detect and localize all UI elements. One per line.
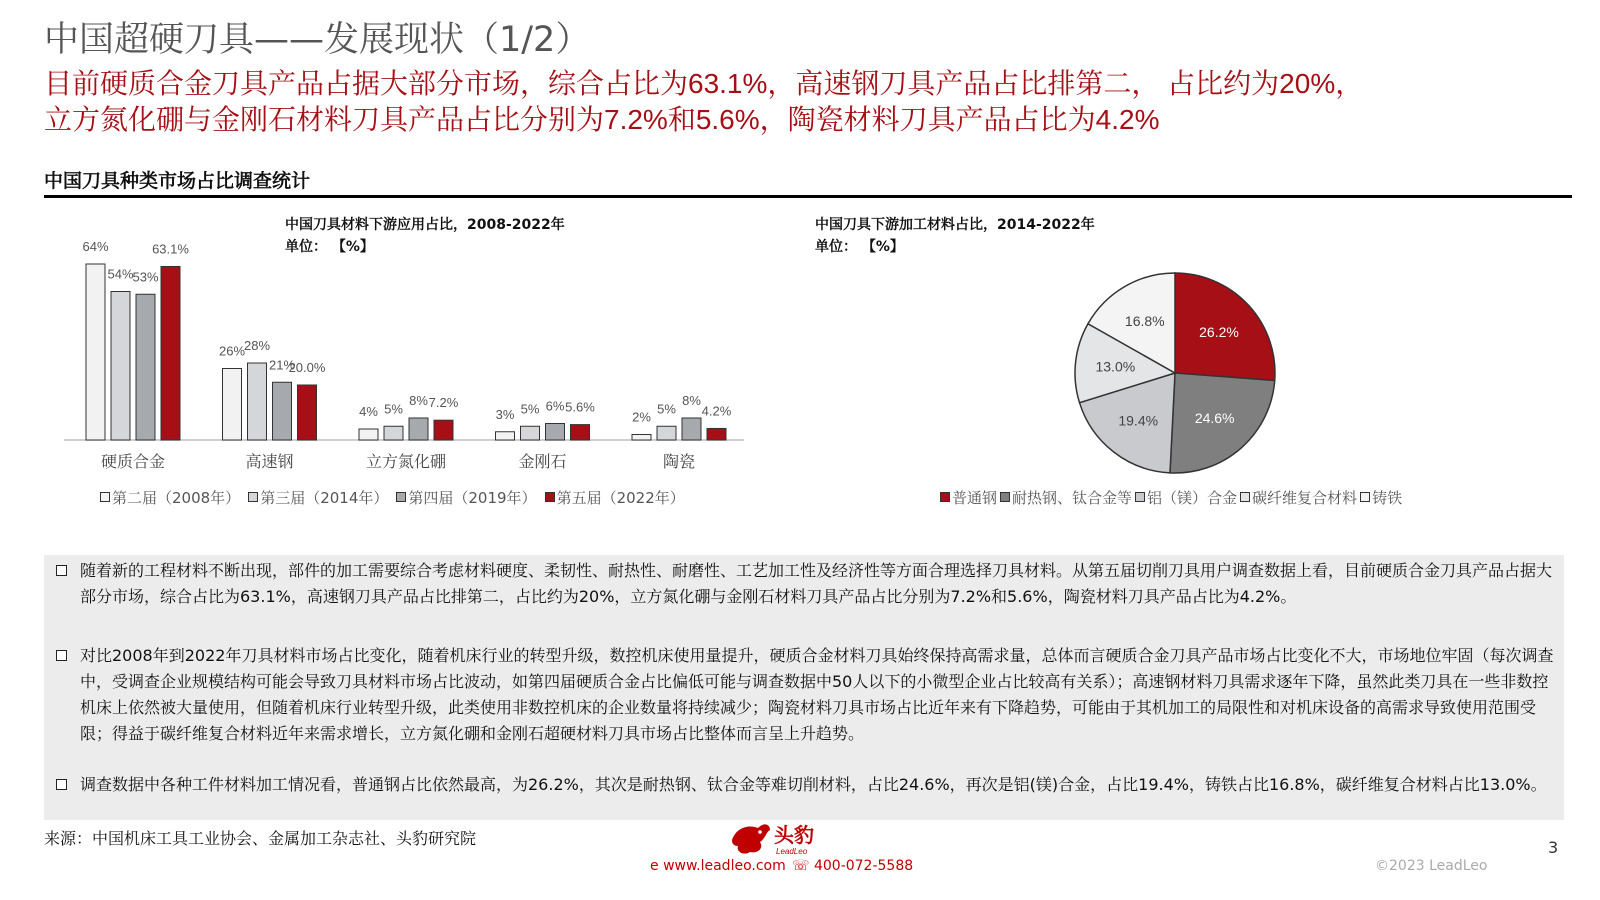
note-item	[56, 643, 1556, 747]
legend-item	[1360, 487, 1402, 508]
bar	[657, 426, 676, 440]
bar	[111, 292, 130, 441]
legend-swatch	[545, 492, 555, 502]
legend-item	[940, 487, 997, 508]
bar-value-label: 3%	[495, 406, 515, 422]
bar	[161, 266, 180, 440]
note-item	[56, 558, 1556, 610]
notes-box	[44, 555, 1564, 820]
legend-item	[100, 487, 240, 508]
bar-value-label: 54%	[107, 266, 134, 282]
pie-chart	[1070, 268, 1280, 478]
pie-value-label: 16.8%	[1124, 313, 1165, 330]
bar	[434, 420, 453, 440]
bar-value-label: 63.1%	[152, 241, 189, 257]
headline-line-2: 立方氮化硼与金刚石材料刀具产品占比分别为7.2%和5.6%，陶瓷材料刀具产品占比为4.2%	[44, 104, 1160, 135]
bar-chart-title: 中国刀具材料下游应用占比，2008-2022年	[285, 217, 565, 233]
legend-swatch	[1135, 492, 1145, 502]
legend-swatch	[396, 492, 406, 502]
bar-value-label: 7.2%	[428, 395, 459, 411]
bar	[409, 418, 428, 440]
bar	[384, 426, 403, 440]
note-text: 对比2008年到2022年刀具材料市场占比变化，随着机床行业的转型升级，数控机床使用量提升，硬质合金材料刀具始终保持高需求量，总体而言硬质合金刀具产品市场占比变化不大，市场地位牢固（每次调查中，受调查企业规模结构可能会导致刀具材料市场占比波动，如第四届硬质合金占比偏低可能与调查数据中50人以下的小微型企业占比较高有关系）；高速钢材料刀具需求逐年下降，虽然此类刀具在一些非数控机床上依然被大量使用，但随着机床行业转型升级，此类使用非数控机床的企业数量将持续减少；陶瓷材料刀具市场占比近年来有下降趋势，可能由于其机加工的局限性和对机床设备的高需求导致使用范围受限；得益于碳纤维复合材料近年来需求增长，立方氮化硼和金刚石超硬材料刀具市场占比整体而言呈上升趋势。	[80, 646, 1554, 743]
category-label: 高速钢	[245, 454, 294, 471]
legend-swatch	[248, 492, 258, 502]
note-text: 调查数据中各种工件材料加工情况看，普通钢占比依然最高，为26.2%，其次是耐热钢、钛合金等难切削材料，占比24.6%，再次是铝(镁)合金，占比19.4%，铸铁占比16.8%，碳纤维复合材料占比13.0%。	[80, 775, 1547, 794]
legend-item	[396, 487, 536, 508]
pie-chart-legend	[940, 487, 1405, 508]
phone-number: 400-072-5588	[813, 858, 914, 874]
website-link[interactable]: www.leadleo.com	[663, 858, 786, 874]
legend-swatch	[1000, 492, 1010, 502]
legend-label: 第五届（2022年）	[556, 489, 685, 507]
footer-phone	[792, 858, 913, 874]
phone-icon: ☏	[792, 858, 814, 874]
bar	[571, 425, 590, 440]
bar-value-label: 26%	[218, 343, 246, 359]
bar-value-label: 4.2%	[701, 403, 732, 419]
bar-value-label: 21%	[268, 357, 296, 373]
bar-value-label: 5%	[384, 401, 403, 417]
section-divider	[44, 195, 1572, 198]
bar	[521, 426, 540, 440]
checkbox-bullet-icon	[56, 565, 67, 576]
bar-chart	[44, 230, 774, 480]
legend-label: 第四届（2019年）	[408, 489, 537, 507]
pie-value-label: 13.0%	[1095, 358, 1136, 375]
legend-swatch	[100, 492, 110, 502]
bar-value-label: 5.6%	[565, 399, 595, 415]
note-text: 随着新的工程材料不断出现，部件的加工需要综合考虑材料硬度、柔韧性、耐热性、耐磨性、工艺加工性及经济性等方面合理选择刀具材料。从第五届切削刀具用户调查数据上看，目前硬质合金刀具产品占据大部分市场，综合占比为63.1%，高速钢刀具产品占比排第二，占比约为20%，立方氮化硼与金刚石材料刀具产品占比分别为7.2%和5.6%，陶瓷材料刀具产品占比为4.2%。	[80, 561, 1553, 606]
bar-value-label: 64%	[82, 239, 109, 254]
bar	[86, 264, 105, 440]
logo-text: 头豹	[774, 825, 814, 847]
legend-item	[1000, 487, 1132, 508]
legend-label: 铝（镁）合金	[1147, 489, 1238, 507]
category-label: 陶瓷	[662, 454, 696, 471]
section-title: 中国刀具种类市场占比调查统计	[44, 170, 311, 192]
copyright: ©2023 LeadLeo	[1375, 858, 1488, 874]
headline-line-1: 目前硬质合金刀具产品占据大部分市场，综合占比为63.1%，高速钢刀具产品占比排第二， 占比约为20%，	[44, 68, 1364, 99]
bar-value-label: 8%	[682, 393, 701, 408]
logo-subtext: LeadLeo	[776, 847, 808, 856]
bar-value-label: 5%	[657, 401, 676, 417]
legend-label: 耐热钢、钛合金等	[1012, 489, 1133, 507]
bar	[223, 369, 242, 441]
bar-value-label: 2%	[632, 409, 651, 425]
pie-chart-title: 中国刀具下游加工材料占比，2014-2022年	[815, 217, 1095, 233]
legend-item	[1240, 487, 1357, 508]
web-icon: e	[650, 858, 664, 874]
bar	[136, 294, 155, 440]
bar-value-label: 20.0%	[288, 360, 326, 375]
bar	[298, 385, 317, 440]
bar	[496, 432, 515, 440]
legend-swatch	[1240, 492, 1250, 502]
legend-label: 第二届（2008年）	[112, 489, 241, 507]
checkbox-bullet-icon	[56, 779, 67, 790]
legend-label: 铸铁	[1372, 489, 1403, 507]
bar-value-label: 5%	[520, 401, 540, 417]
bar-value-label: 53%	[132, 269, 159, 285]
bar	[546, 424, 565, 441]
bar-chart-unit: 单位： 【%】	[285, 239, 374, 255]
bar	[273, 382, 292, 440]
bar	[682, 418, 701, 440]
bar	[248, 363, 267, 440]
bar-value-label: 8%	[409, 393, 428, 408]
legend-swatch	[940, 492, 950, 502]
checkbox-bullet-icon	[56, 650, 67, 661]
legend-item	[1135, 487, 1237, 508]
bar	[707, 428, 726, 440]
bar	[632, 435, 651, 441]
legend-label: 普通钢	[952, 489, 998, 507]
category-label: 金刚石	[518, 454, 567, 471]
bar	[359, 429, 378, 440]
pie-value-label: 26.2%	[1199, 324, 1239, 341]
source-note: 来源：中国机床工具工业协会、金属加工杂志社、头豹研究院	[44, 829, 477, 848]
legend-item	[545, 487, 685, 508]
bar-value-label: 28%	[243, 338, 271, 353]
page-number: 3	[1548, 838, 1559, 857]
bar-value-label: 6%	[545, 398, 565, 414]
pie-value-label: 24.6%	[1194, 410, 1235, 427]
bar-value-label: 4%	[359, 404, 378, 419]
leadleo-logo	[730, 818, 820, 858]
legend-label: 碳纤维复合材料	[1252, 489, 1358, 507]
footer-website[interactable]	[650, 858, 786, 874]
category-label: 立方氮化硼	[365, 454, 447, 471]
legend-label: 第三届（2014年）	[260, 489, 389, 507]
legend-swatch	[1360, 492, 1370, 502]
note-item	[56, 772, 1556, 798]
page-title: 中国超硬刀具——发展现状（1/2）	[44, 20, 591, 60]
category-label: 硬质合金	[100, 454, 166, 471]
pie-value-label: 19.4%	[1118, 412, 1159, 429]
bar-chart-legend	[100, 487, 693, 508]
pie-chart-unit: 单位： 【%】	[815, 239, 904, 255]
legend-item	[248, 487, 388, 508]
leopard-icon	[730, 818, 820, 858]
